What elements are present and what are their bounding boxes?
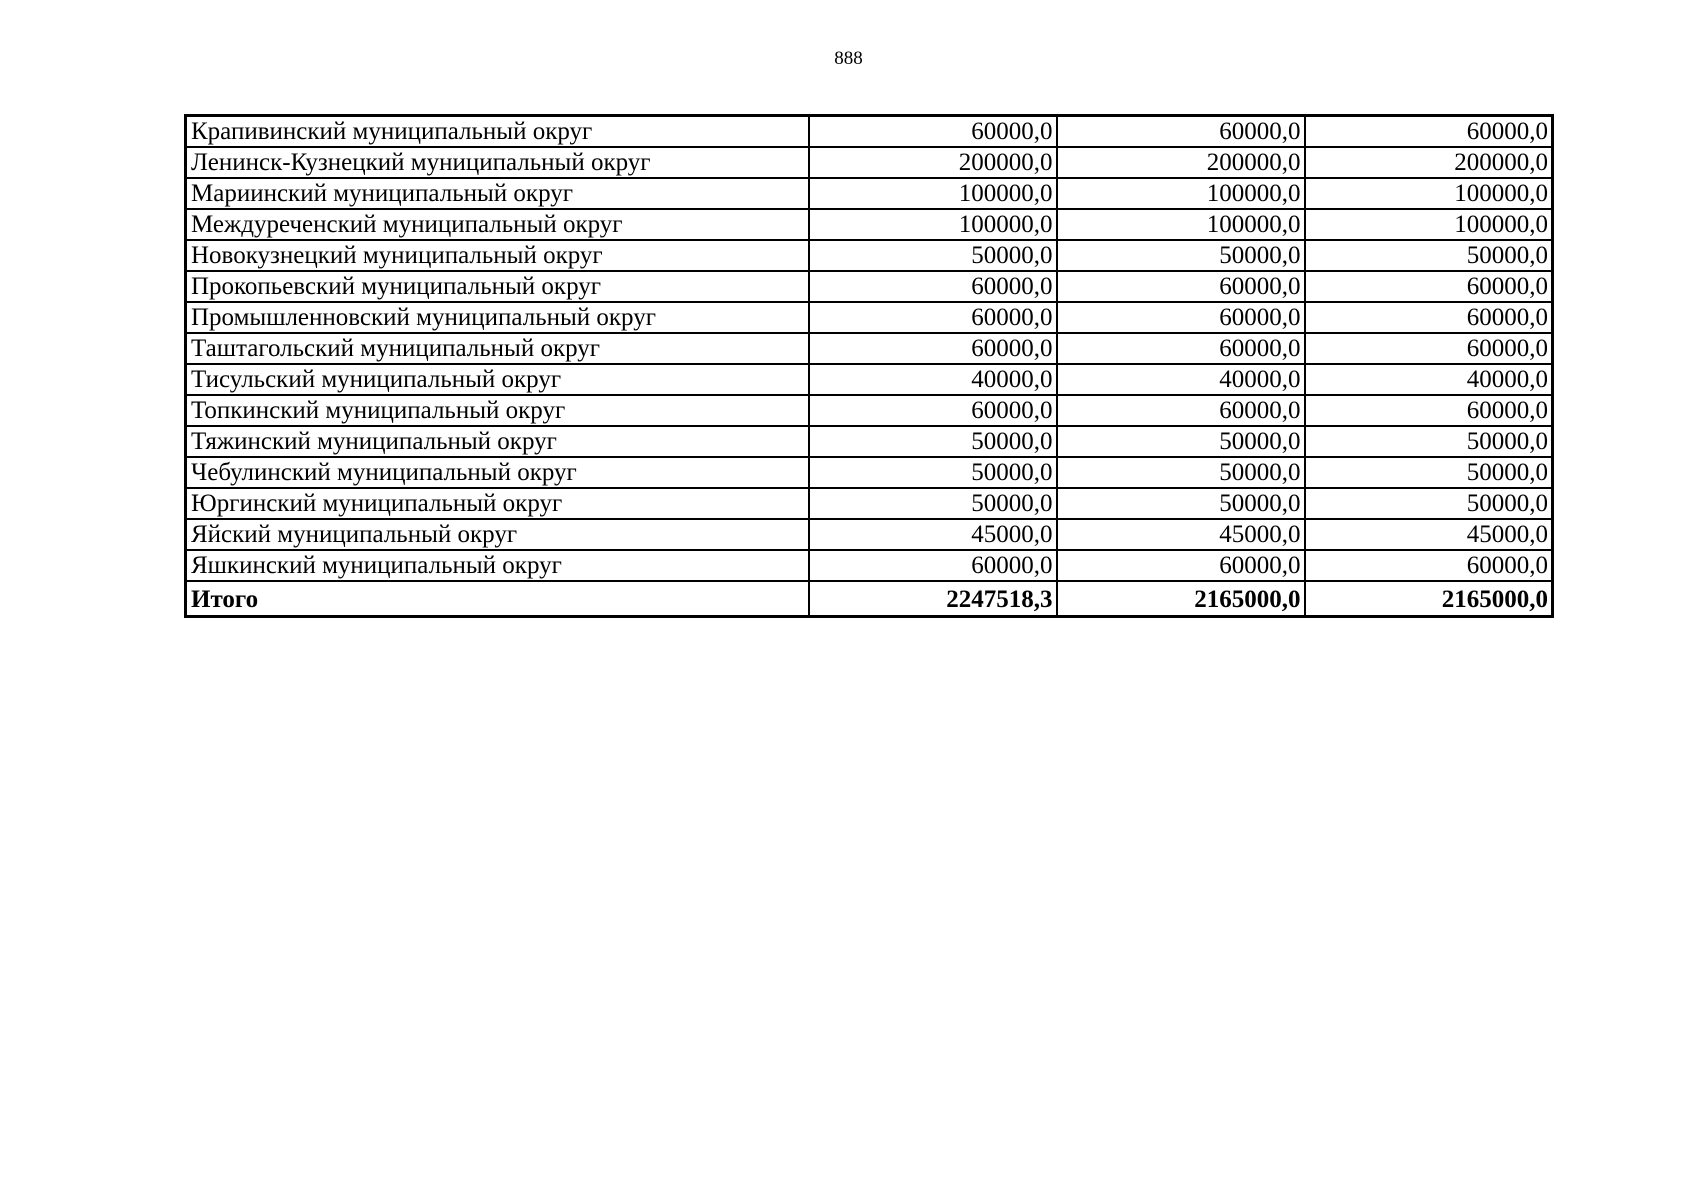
cell-value-1: 50000,0 (809, 457, 1057, 488)
cell-municipality-name: Прокопьевский муниципальный округ (186, 271, 809, 302)
table-row (186, 271, 1553, 302)
page-number: 888 (834, 48, 863, 69)
table-row (186, 178, 1553, 209)
table-row (186, 457, 1553, 488)
cell-value-2: 60000,0 (1057, 271, 1305, 302)
cell-value-3: 60000,0 (1305, 333, 1553, 364)
cell-municipality-name: Топкинский муниципальный округ (186, 395, 809, 426)
cell-value-1: 60000,0 (809, 116, 1057, 148)
total-value-2: 2165000,0 (1057, 581, 1305, 617)
cell-municipality-name: Промышленновский муниципальный округ (186, 302, 809, 333)
cell-value-3: 60000,0 (1305, 550, 1553, 581)
cell-value-2: 50000,0 (1057, 240, 1305, 271)
cell-value-2: 45000,0 (1057, 519, 1305, 550)
cell-value-1: 45000,0 (809, 519, 1057, 550)
cell-value-1: 100000,0 (809, 209, 1057, 240)
cell-value-1: 100000,0 (809, 178, 1057, 209)
cell-value-3: 60000,0 (1305, 302, 1553, 333)
cell-value-1: 60000,0 (809, 395, 1057, 426)
cell-value-2: 100000,0 (1057, 209, 1305, 240)
table-row (186, 302, 1553, 333)
total-value-1: 2247518,3 (809, 581, 1057, 617)
cell-municipality-name: Ленинск-Кузнецкий муниципальный округ (186, 147, 809, 178)
cell-municipality-name: Новокузнецкий муниципальный округ (186, 240, 809, 271)
cell-municipality-name: Междуреченский муниципальный округ (186, 209, 809, 240)
cell-value-1: 50000,0 (809, 488, 1057, 519)
table-row (186, 426, 1553, 457)
total-label: Итого (186, 581, 809, 617)
cell-value-3: 50000,0 (1305, 457, 1553, 488)
cell-value-3: 50000,0 (1305, 488, 1553, 519)
table-row (186, 209, 1553, 240)
table-row (186, 240, 1553, 271)
cell-municipality-name: Таштагольский муниципальный округ (186, 333, 809, 364)
cell-value-3: 40000,0 (1305, 364, 1553, 395)
cell-municipality-name: Яшкинский муниципальный округ (186, 550, 809, 581)
cell-value-2: 50000,0 (1057, 457, 1305, 488)
cell-value-3: 200000,0 (1305, 147, 1553, 178)
cell-value-3: 60000,0 (1305, 116, 1553, 148)
cell-value-2: 100000,0 (1057, 178, 1305, 209)
cell-value-1: 200000,0 (809, 147, 1057, 178)
cell-value-1: 40000,0 (809, 364, 1057, 395)
cell-value-2: 60000,0 (1057, 302, 1305, 333)
total-value-3: 2165000,0 (1305, 581, 1553, 617)
cell-value-2: 50000,0 (1057, 426, 1305, 457)
cell-value-2: 60000,0 (1057, 550, 1305, 581)
table-row (186, 488, 1553, 519)
cell-value-3: 45000,0 (1305, 519, 1553, 550)
table-row (186, 519, 1553, 550)
cell-municipality-name: Яйский муниципальный округ (186, 519, 809, 550)
cell-value-2: 60000,0 (1057, 395, 1305, 426)
cell-value-3: 100000,0 (1305, 209, 1553, 240)
cell-value-3: 60000,0 (1305, 395, 1553, 426)
cell-value-2: 50000,0 (1057, 488, 1305, 519)
cell-value-3: 50000,0 (1305, 426, 1553, 457)
table-row (186, 116, 1553, 148)
table-row (186, 550, 1553, 581)
cell-value-3: 60000,0 (1305, 271, 1553, 302)
cell-value-1: 60000,0 (809, 302, 1057, 333)
cell-value-1: 60000,0 (809, 333, 1057, 364)
budget-table (184, 114, 1554, 618)
table-row (186, 147, 1553, 178)
cell-value-3: 100000,0 (1305, 178, 1553, 209)
total-row (186, 581, 1553, 617)
cell-value-2: 60000,0 (1057, 116, 1305, 148)
cell-municipality-name: Тисульский муниципальный округ (186, 364, 809, 395)
cell-value-1: 60000,0 (809, 550, 1057, 581)
table-row (186, 333, 1553, 364)
cell-municipality-name: Тяжинский муниципальный округ (186, 426, 809, 457)
cell-municipality-name: Чебулинский муниципальный округ (186, 457, 809, 488)
cell-value-1: 50000,0 (809, 240, 1057, 271)
cell-value-2: 200000,0 (1057, 147, 1305, 178)
cell-municipality-name: Юргинский муниципальный округ (186, 488, 809, 519)
table-row (186, 364, 1553, 395)
cell-value-1: 60000,0 (809, 271, 1057, 302)
cell-value-2: 40000,0 (1057, 364, 1305, 395)
cell-value-3: 50000,0 (1305, 240, 1553, 271)
cell-value-2: 60000,0 (1057, 333, 1305, 364)
table-body (186, 116, 1553, 617)
cell-value-1: 50000,0 (809, 426, 1057, 457)
table-row (186, 395, 1553, 426)
cell-municipality-name: Крапивинский муниципальный округ (186, 116, 809, 148)
cell-municipality-name: Мариинский муниципальный округ (186, 178, 809, 209)
